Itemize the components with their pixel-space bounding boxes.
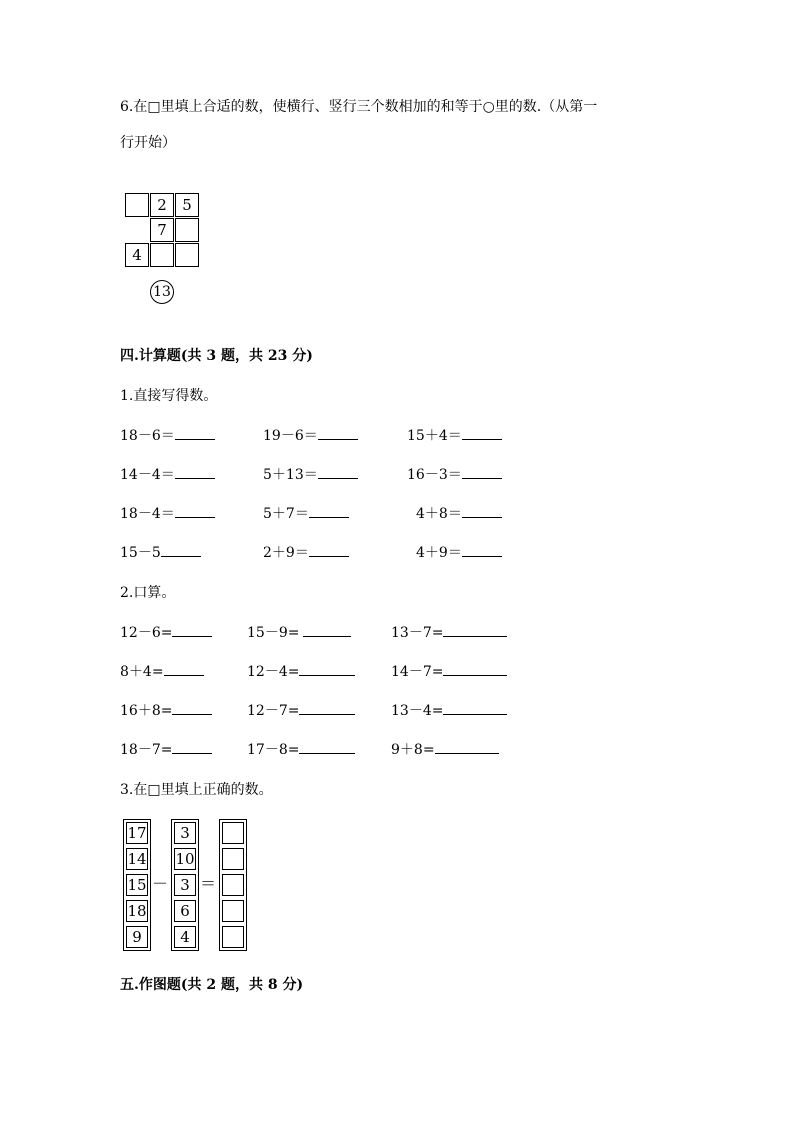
minuend-cell: 18	[127, 902, 147, 920]
answer-blank[interactable]	[299, 702, 355, 715]
minuend-cell: 15	[127, 876, 147, 894]
answer-blank[interactable]	[161, 544, 201, 557]
answer-blank[interactable]	[462, 544, 502, 557]
problem: 2＋9＝	[263, 545, 309, 561]
problem: 12－7=	[247, 703, 300, 719]
grid-cell-r1c3: 5	[175, 193, 199, 217]
grid-cell-r2c2: 7	[150, 218, 174, 242]
grid-cell-r3c2[interactable]	[150, 243, 174, 267]
answer-blank[interactable]	[172, 624, 212, 637]
problem: 8＋4=	[120, 664, 164, 680]
answer-blank[interactable]	[175, 505, 215, 518]
answer-blank[interactable]	[299, 663, 355, 676]
answer-blank[interactable]	[318, 466, 358, 479]
problem: 13－4=	[391, 703, 444, 719]
calc-q3-title: 3.在□里填上正确的数。	[120, 782, 273, 798]
grid-cell-r3c1: 4	[125, 243, 149, 267]
calc-q2-title: 2.口算。	[120, 585, 176, 601]
problem: 14－7=	[391, 664, 444, 680]
subtrahend-cell: 3	[174, 822, 196, 844]
problem: 5＋7＝	[263, 506, 309, 522]
problem: 4＋8＝	[416, 506, 462, 522]
problem: 18－7=	[120, 742, 173, 758]
problem: 12－6=	[120, 625, 173, 641]
answer-blank[interactable]	[318, 427, 358, 440]
answer-blank[interactable]	[309, 544, 349, 557]
result-cell[interactable]	[222, 822, 244, 844]
problem: 17－8=	[247, 742, 300, 758]
answer-blank[interactable]	[443, 624, 507, 637]
problem: 15＋4＝	[407, 428, 462, 444]
minuend-cell: 9	[126, 926, 148, 948]
result-cell[interactable]	[222, 900, 244, 922]
minuend-cell: 14	[127, 850, 147, 868]
problem: 13－7=	[391, 625, 444, 641]
grid-cell-r2c3[interactable]	[175, 218, 199, 242]
answer-blank[interactable]	[299, 741, 355, 754]
problem: 4＋9＝	[416, 545, 462, 561]
problem: 12－4=	[247, 664, 300, 680]
answer-blank[interactable]	[443, 663, 507, 676]
answer-blank[interactable]	[175, 466, 215, 479]
result-cell[interactable]	[222, 874, 244, 896]
answer-blank[interactable]	[462, 505, 502, 518]
sum-circle: 13	[150, 280, 174, 304]
question-6-line2: 行开始）	[120, 135, 176, 151]
answer-blank[interactable]	[462, 466, 502, 479]
grid-cell-r3c3[interactable]	[175, 243, 199, 267]
answer-blank[interactable]	[462, 427, 502, 440]
subtrahend-cell: 3	[174, 874, 196, 896]
problem: 16－3＝	[407, 467, 462, 483]
answer-blank[interactable]	[435, 741, 499, 754]
problem: 16＋8=	[120, 703, 173, 719]
problem: 18－6＝	[120, 428, 175, 444]
subtrahend-cell: 4	[174, 926, 196, 948]
answer-blank[interactable]	[172, 741, 212, 754]
minuend-cell: 17	[127, 824, 147, 842]
calc-q1-title: 1.直接写得数。	[120, 388, 218, 404]
grid-cell-r1c2: 2	[150, 193, 174, 217]
question-6-line1: 6.在□里填上合适的数，使横行、竖行三个数相加的和等于○里的数.（从第一	[120, 99, 598, 115]
result-cell[interactable]	[222, 848, 244, 870]
answer-blank[interactable]	[303, 624, 351, 637]
problem: 5＋13＝	[263, 467, 318, 483]
problem: 14－4＝	[120, 467, 175, 483]
subtrahend-cell: 6	[174, 900, 196, 922]
section-4-title: 四.计算题(共 3 题，共 23 分)	[120, 348, 313, 364]
answer-blank[interactable]	[175, 427, 215, 440]
answer-blank[interactable]	[164, 663, 204, 676]
equals-sign: ＝	[200, 874, 217, 893]
result-cell[interactable]	[222, 926, 244, 948]
grid-cell-r1c1[interactable]	[125, 193, 149, 217]
answer-blank[interactable]	[443, 702, 507, 715]
minus-sign: －	[152, 874, 169, 893]
section-5-title: 五.作图题(共 2 题，共 8 分)	[120, 977, 304, 993]
answer-blank[interactable]	[309, 505, 349, 518]
problem: 15－5	[120, 545, 161, 561]
problem: 18－4＝	[120, 506, 175, 522]
problem: 15－9=	[247, 625, 300, 641]
problem: 9＋8=	[391, 742, 435, 758]
answer-blank[interactable]	[172, 702, 212, 715]
subtrahend-cell: 10	[175, 850, 195, 868]
problem: 19－6＝	[263, 428, 318, 444]
